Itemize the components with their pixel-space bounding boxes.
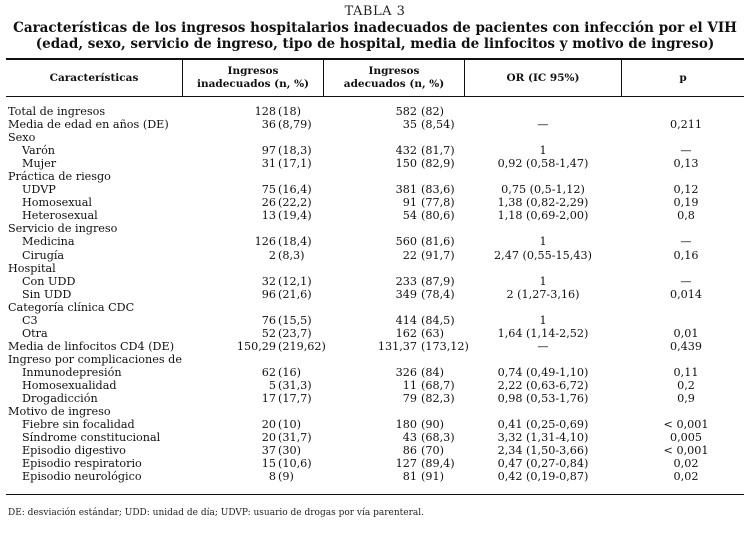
row-label: Episodio respiratorio (22, 457, 142, 471)
row-label: Inmunodepresión (22, 365, 122, 379)
or-ic95: 0,47 (0,27-0,84) (497, 457, 589, 471)
row-label: Medicina (22, 235, 75, 249)
p-value: 0,9 (677, 392, 695, 406)
adecuados-pct: (91,7) (421, 248, 455, 262)
p-value: < 0,001 (663, 444, 709, 458)
adecuados-n: 582 (395, 105, 417, 118)
p-value: < 0,001 (663, 418, 709, 432)
footnote: DE: desviación estándar; UDD: unidad de día; UDVP: usuario de drogas por vía parenteral. (8, 508, 425, 518)
table-row (8, 262, 744, 275)
p-value: 0,2 (677, 378, 695, 392)
adecuados-n: 81 (402, 470, 417, 484)
p-value: 0,8 (677, 209, 695, 223)
adecuados-pct: (82,3) (421, 392, 455, 406)
or-ic95: 2 (1,27-3,16) (506, 287, 580, 301)
row-label: Cirugía (22, 248, 65, 262)
row-label: C3 (22, 313, 38, 327)
p-value: — (680, 274, 692, 288)
adecuados-pct: (90) (421, 418, 444, 432)
adecuados-pct: (91) (421, 470, 444, 484)
table-row (8, 431, 744, 444)
inadecuados-pct: (12,1) (278, 274, 312, 288)
table-row (8, 170, 744, 183)
row-label: Categoría clínica CDC (8, 300, 135, 314)
row-label: Servicio de ingreso (8, 222, 118, 236)
or-ic95: 1,38 (0,82-2,29) (497, 196, 589, 210)
adecuados-pct: (173,12) (421, 339, 469, 353)
table-body (8, 105, 744, 483)
adecuados-pct: (77,8) (421, 196, 455, 210)
inadecuados-n: 8 (268, 470, 276, 484)
row-label: Media de edad en años (DE) (8, 118, 169, 132)
inadecuados-n: 75 (261, 183, 276, 197)
adecuados-n: 43 (402, 431, 417, 445)
inadecuados-n: 62 (261, 365, 276, 379)
inadecuados-pct: (18) (278, 105, 301, 118)
header-inadecuados: Ingresos inadecuados (n, %) (196, 65, 310, 90)
adecuados-pct: (84) (421, 365, 444, 379)
or-ic95: — (537, 339, 549, 353)
or-ic95: 0,92 (0,58-1,47) (497, 157, 589, 171)
table-row (8, 366, 744, 379)
table-row (8, 249, 744, 262)
inadecuados-pct: (10,6) (278, 457, 312, 471)
adecuados-pct: (81,7) (421, 144, 455, 158)
inadecuados-pct: (30) (278, 444, 301, 458)
adecuados-n: 86 (402, 444, 417, 458)
table-row (8, 327, 744, 340)
header-adecuados: Ingresos adecuados (n, %) (343, 65, 445, 90)
inadecuados-n: 31 (261, 157, 276, 171)
inadecuados-pct: (16,4) (278, 183, 312, 197)
adecuados-n: 150 (395, 157, 417, 171)
adecuados-pct: (63) (421, 326, 444, 340)
adecuados-pct: (81,6) (421, 235, 455, 249)
table-row (8, 457, 744, 470)
inadecuados-n: 20 (261, 431, 276, 445)
p-value: 0,12 (673, 183, 699, 197)
inadecuados-n: 32 (261, 274, 276, 288)
row-label: Motivo de ingreso (8, 405, 111, 419)
table-row (8, 288, 744, 301)
p-value: 0,211 (669, 118, 703, 132)
adecuados-n: 381 (395, 183, 417, 197)
table-row (8, 196, 744, 209)
or-ic95: 2,34 (1,50-3,66) (497, 444, 589, 458)
inadecuados-pct: (18,4) (278, 235, 312, 249)
or-ic95: 2,22 (0,63-6,72) (497, 378, 589, 392)
adecuados-n: 127 (395, 457, 417, 471)
adecuados-pct: (70) (421, 444, 444, 458)
table-row (8, 275, 744, 288)
adecuados-pct: (82,9) (421, 157, 455, 171)
row-label: Homosexual (22, 196, 92, 210)
adecuados-pct: (82) (421, 105, 444, 118)
table-row (8, 444, 744, 457)
inadecuados-n: 96 (261, 287, 276, 301)
row-label: Episodio neurológico (22, 470, 142, 484)
row-label: Práctica de riesgo (8, 170, 111, 184)
or-ic95: 0,74 (0,49-1,10) (497, 365, 589, 379)
table-row (8, 301, 744, 314)
row-label: Ingreso por complicaciones de (8, 352, 182, 366)
adecuados-n: 233 (395, 274, 417, 288)
table-row (8, 105, 744, 118)
adecuados-pct: (80,6) (421, 209, 455, 223)
table-row (8, 405, 744, 418)
adecuados-pct: (68,7) (421, 378, 455, 392)
row-label: Episodio digestivo (22, 444, 126, 458)
bottom-rule (6, 494, 744, 495)
adecuados-n: 560 (395, 235, 417, 249)
p-value: 0,005 (669, 431, 703, 445)
p-value: 0,02 (673, 470, 699, 484)
header-or: OR (IC 95%) (506, 71, 580, 84)
adecuados-n: 91 (402, 196, 417, 210)
inadecuados-n: 52 (261, 326, 276, 340)
or-ic95: 1 (539, 313, 547, 327)
inadecuados-pct: (15,5) (278, 313, 312, 327)
row-label: Drogadicción (22, 392, 98, 406)
inadecuados-pct: (31,3) (278, 378, 312, 392)
row-label: Mujer (22, 157, 57, 171)
or-ic95: 1 (539, 274, 547, 288)
title-line-1: Características de los ingresos hospitalarios inadecuados de pacientes con infección por el VIH (13, 20, 737, 36)
inadecuados-pct: (16) (278, 365, 301, 379)
row-label: Sexo (8, 131, 36, 145)
or-ic95: — (537, 118, 549, 132)
or-ic95: 0,75 (0,5-1,12) (501, 183, 585, 197)
inadecuados-n: 97 (261, 144, 276, 158)
adecuados-pct: (78,4) (421, 287, 455, 301)
inadecuados-pct: (21,6) (278, 287, 312, 301)
table-row (8, 222, 744, 235)
inadecuados-n: 128 (254, 105, 276, 118)
inadecuados-pct: (19,4) (278, 209, 312, 223)
inadecuados-n: 76 (261, 313, 276, 327)
adecuados-n: 326 (395, 365, 417, 379)
or-ic95: 1,18 (0,69-2,00) (497, 209, 589, 223)
adecuados-n: 11 (402, 378, 417, 392)
row-label: Fiebre sin focalidad (22, 418, 135, 432)
or-ic95: 2,47 (0,55-15,43) (494, 248, 592, 262)
adecuados-n: 35 (402, 118, 417, 132)
or-ic95: 0,42 (0,19-0,87) (497, 470, 589, 484)
p-value: 0,439 (669, 339, 703, 353)
p-value: — (680, 144, 692, 158)
table-row (8, 144, 744, 157)
inadecuados-pct: (8,3) (278, 248, 305, 262)
adecuados-pct: (8,54) (421, 118, 455, 132)
row-label: Homosexualidad (22, 378, 117, 392)
adecuados-n: 349 (395, 287, 417, 301)
row-label: Sin UDD (22, 287, 72, 301)
or-ic95: 0,98 (0,53-1,76) (497, 392, 589, 406)
table-row (8, 314, 744, 327)
inadecuados-pct: (17,7) (278, 392, 312, 406)
inadecuados-pct: (18,3) (278, 144, 312, 158)
inadecuados-pct: (219,62) (278, 339, 326, 353)
or-ic95: 1,64 (1,14-2,52) (497, 326, 589, 340)
inadecuados-n: 17 (261, 392, 276, 406)
table-row (8, 470, 744, 483)
inadecuados-n: 26 (261, 196, 276, 210)
row-label: Otra (22, 326, 48, 340)
row-label: Varón (22, 144, 56, 158)
table-row (8, 183, 744, 196)
p-value: 0,19 (673, 196, 699, 210)
or-ic95: 0,41 (0,25-0,69) (497, 418, 589, 432)
inadecuados-n: 36 (261, 118, 276, 132)
adecuados-pct: (83,6) (421, 183, 455, 197)
p-value: — (680, 235, 692, 249)
table-row (8, 131, 744, 144)
table-row (8, 340, 744, 353)
p-value: 0,01 (673, 326, 699, 340)
header-p: p (679, 71, 687, 84)
inadecuados-n: 37 (261, 444, 276, 458)
row-label: Total de ingresos (8, 105, 106, 118)
table-row (8, 379, 744, 392)
inadecuados-n: 150,29 (236, 339, 276, 353)
inadecuados-n: 2 (268, 248, 276, 262)
adecuados-pct: (68,3) (421, 431, 455, 445)
row-label: Síndrome constitucional (22, 431, 161, 445)
header-rule (6, 96, 744, 97)
table-row (8, 118, 744, 131)
or-ic95: 1 (539, 144, 547, 158)
row-label: Con UDD (22, 274, 76, 288)
table-row (8, 235, 744, 248)
or-ic95: 1 (539, 235, 547, 249)
row-label: UDVP (22, 183, 56, 197)
adecuados-n: 22 (402, 248, 417, 262)
title-line-2: (edad, sexo, servicio de ingreso, tipo de hospital, media de linfocitos y motivo de ingreso) (35, 36, 715, 52)
inadecuados-n: 20 (261, 418, 276, 432)
inadecuados-n: 13 (261, 209, 276, 223)
table-row (8, 157, 744, 170)
table-row (8, 418, 744, 431)
adecuados-n: 54 (402, 209, 417, 223)
inadecuados-pct: (23,7) (278, 326, 312, 340)
table-title (0, 20, 750, 52)
adecuados-n: 432 (395, 144, 417, 158)
inadecuados-pct: (17,1) (278, 157, 312, 171)
inadecuados-pct: (22,2) (278, 196, 312, 210)
row-label: Hospital (8, 261, 56, 275)
header-caracteristicas: Características (49, 71, 139, 84)
table-row (8, 392, 744, 405)
table-row (8, 353, 744, 366)
adecuados-pct: (89,4) (421, 457, 455, 471)
p-value: 0,11 (673, 365, 699, 379)
p-value: 0,014 (669, 287, 703, 301)
inadecuados-pct: (31,7) (278, 431, 312, 445)
adecuados-n: 79 (402, 392, 417, 406)
adecuados-n: 414 (395, 313, 417, 327)
adecuados-pct: (87,9) (421, 274, 455, 288)
row-label: Heterosexual (22, 209, 98, 223)
p-value: 0,16 (673, 248, 699, 262)
inadecuados-pct: (9) (278, 470, 294, 484)
p-value: 0,02 (673, 457, 699, 471)
inadecuados-n: 5 (268, 378, 276, 392)
or-ic95: 3,32 (1,31-4,10) (497, 431, 589, 445)
inadecuados-n: 15 (261, 457, 276, 471)
table-label: TABLA 3 (344, 4, 406, 19)
inadecuados-n: 126 (254, 235, 276, 249)
inadecuados-pct: (8,79) (278, 118, 312, 132)
adecuados-n: 131,37 (377, 339, 417, 353)
adecuados-n: 162 (395, 326, 417, 340)
table-row (8, 209, 744, 222)
inadecuados-pct: (10) (278, 418, 301, 432)
row-label: Media de linfocitos CD4 (DE) (8, 339, 175, 353)
adecuados-pct: (84,5) (421, 313, 455, 327)
adecuados-n: 180 (395, 418, 417, 432)
p-value: 0,13 (673, 157, 699, 171)
